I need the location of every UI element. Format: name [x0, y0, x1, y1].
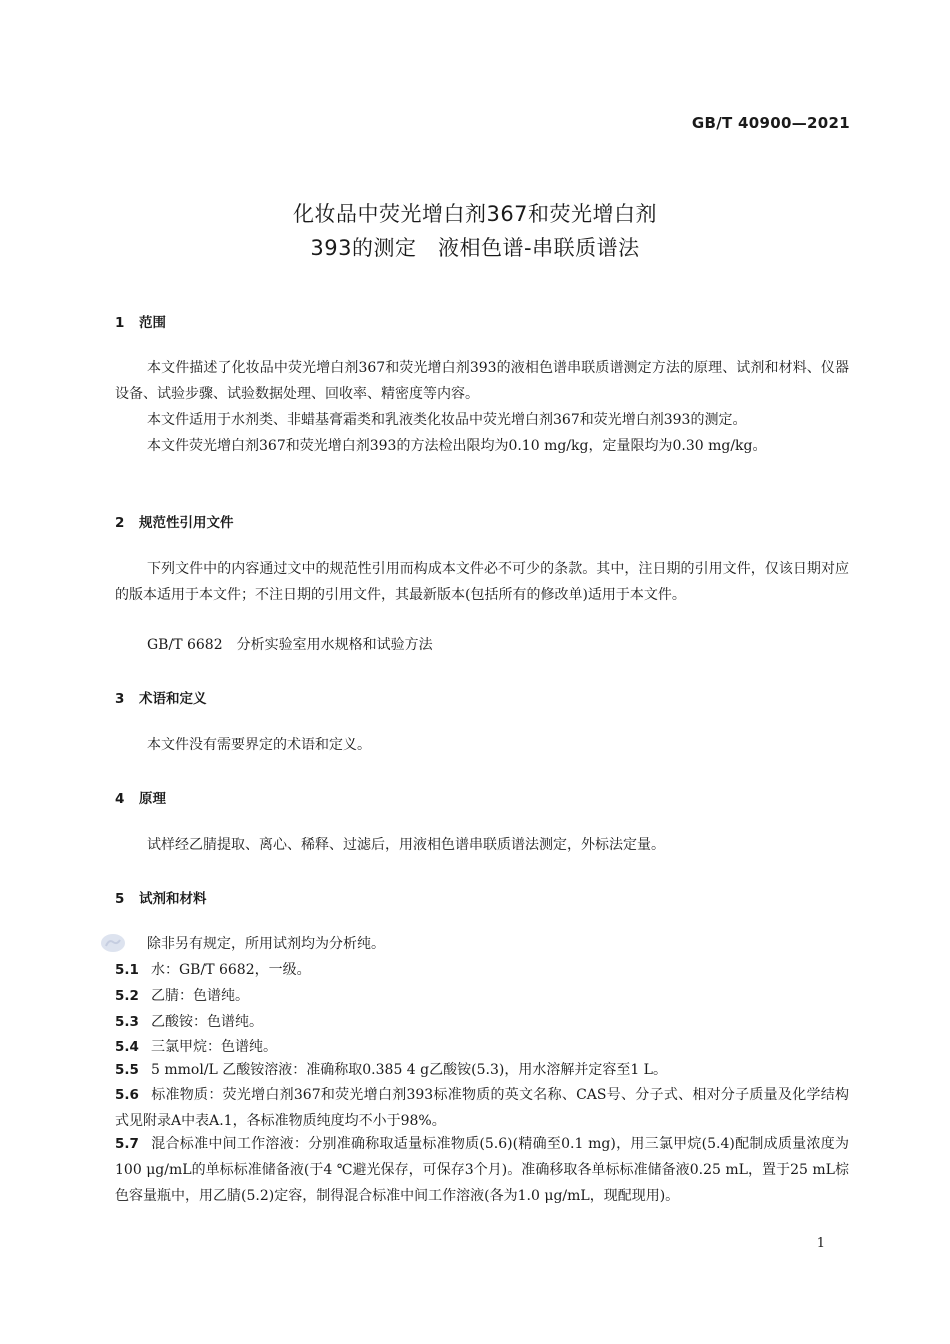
reagent-item	[115, 1082, 849, 1134]
reference-gbt-6682: GB/T 6682 分析实验室用水规格和试验方法	[147, 637, 433, 653]
item-text: 乙酸铵：色谱纯。	[151, 1014, 263, 1030]
references-paragraph: 下列文件中的内容通过文中的规范性引用而构成本文件必不可少的条款。其中，注日期的引用文件，仅该日期对应的版本适用于本文件；不注日期的引用文件，其最新版本(包括所有的修改单)适用于本文件。	[115, 561, 849, 603]
item-number: 5.6	[115, 1087, 139, 1103]
reagents-intro: 除非另有规定，所用试剂均为分析纯。	[147, 936, 385, 952]
reagent-item	[115, 1009, 849, 1035]
standard-code: GB/T 40900—2021	[691, 114, 850, 132]
terms-paragraph: 本文件没有需要界定的术语和定义。	[147, 737, 371, 753]
section-heading-normative-references	[115, 511, 234, 531]
reagent-item	[115, 1057, 849, 1083]
reagent-item	[115, 983, 849, 1009]
section-title: 范围	[139, 315, 166, 331]
section-heading-scope	[115, 311, 166, 331]
section-title: 术语和定义	[139, 691, 207, 707]
reagent-item	[115, 1131, 849, 1209]
scope-paragraph-1: 本文件描述了化妆品中荧光增白剂367和荧光增白剂393的液相色谱串联质谱测定方法的原理、试剂和材料、仪器设备、试验步骤、试验数据处理、回收率、精密度等内容。	[115, 360, 849, 402]
item-text: 乙腈：色谱纯。	[151, 988, 249, 1004]
item-text: 水：GB/T 6682，一级。	[151, 962, 311, 978]
principle-paragraph: 试样经乙腈提取、离心、稀释、过滤后，用液相色谱串联质谱法测定，外标法定量。	[147, 837, 665, 853]
item-text: 标准物质：荧光增白剂367和荧光增白剂393标准物质的英文名称、CAS号、分子式、相对分子质量及化学结构式见附录A中表A.1，各标准物质纯度均不小于98%。	[115, 1087, 849, 1129]
item-number: 5.2	[115, 988, 139, 1004]
section-heading-reagents	[115, 887, 207, 907]
item-number: 5.5	[115, 1062, 139, 1078]
item-number: 5.7	[115, 1136, 139, 1152]
reagent-item	[115, 957, 849, 983]
page-number: 1	[816, 1236, 825, 1251]
section-number: 3	[115, 691, 125, 707]
item-number: 5.4	[115, 1039, 139, 1055]
section-title: 原理	[139, 791, 166, 807]
section-number: 2	[115, 515, 125, 531]
section-heading-terms	[115, 687, 207, 707]
section-number: 4	[115, 791, 125, 807]
section-title: 试剂和材料	[139, 891, 207, 907]
document-title-line1: 化妆品中荧光增白剂367和荧光增白剂	[292, 202, 658, 226]
section-title: 规范性引用文件	[139, 515, 234, 531]
item-text: 混合标准中间工作溶液：分别准确称取适量标准物质(5.6)(精确至0.1 mg)，用三氯甲烷(5.4)配制成质量浓度为100 μg/mL的单标标准储备液(于4 ℃避光保存，可保存3个月)。准确移取各单标标准储备液0.25 mL，置于25 mL棕色容量瓶中，用乙腈(5.2)定容，制得混合标准中间工作溶液(各为1.0 μg/mL，现配现用)。	[115, 1136, 849, 1204]
scope-paragraph-2: 本文件适用于水剂类、非蜡基膏霜类和乳液类化妆品中荧光增白剂367和荧光增白剂393的测定。	[147, 412, 747, 428]
scope-paragraph-3: 本文件荧光增白剂367和荧光增白剂393的方法检出限均为0.10 mg/kg，定量限均为0.30 mg/kg。	[147, 438, 767, 454]
document-title-line2: 393的测定 液相色谱-串联质谱法	[310, 236, 640, 260]
item-number: 5.3	[115, 1014, 139, 1030]
item-number: 5.1	[115, 962, 139, 978]
section-heading-principle	[115, 787, 166, 807]
section-number: 1	[115, 315, 125, 331]
item-text: 三氯甲烷：色谱纯。	[151, 1039, 277, 1055]
section-number: 5	[115, 891, 125, 907]
item-text: 5 mmol/L 乙酸铵溶液：准确称取0.385 4 g乙酸铵(5.3)，用水溶解并定容至1 L。	[151, 1062, 667, 1078]
